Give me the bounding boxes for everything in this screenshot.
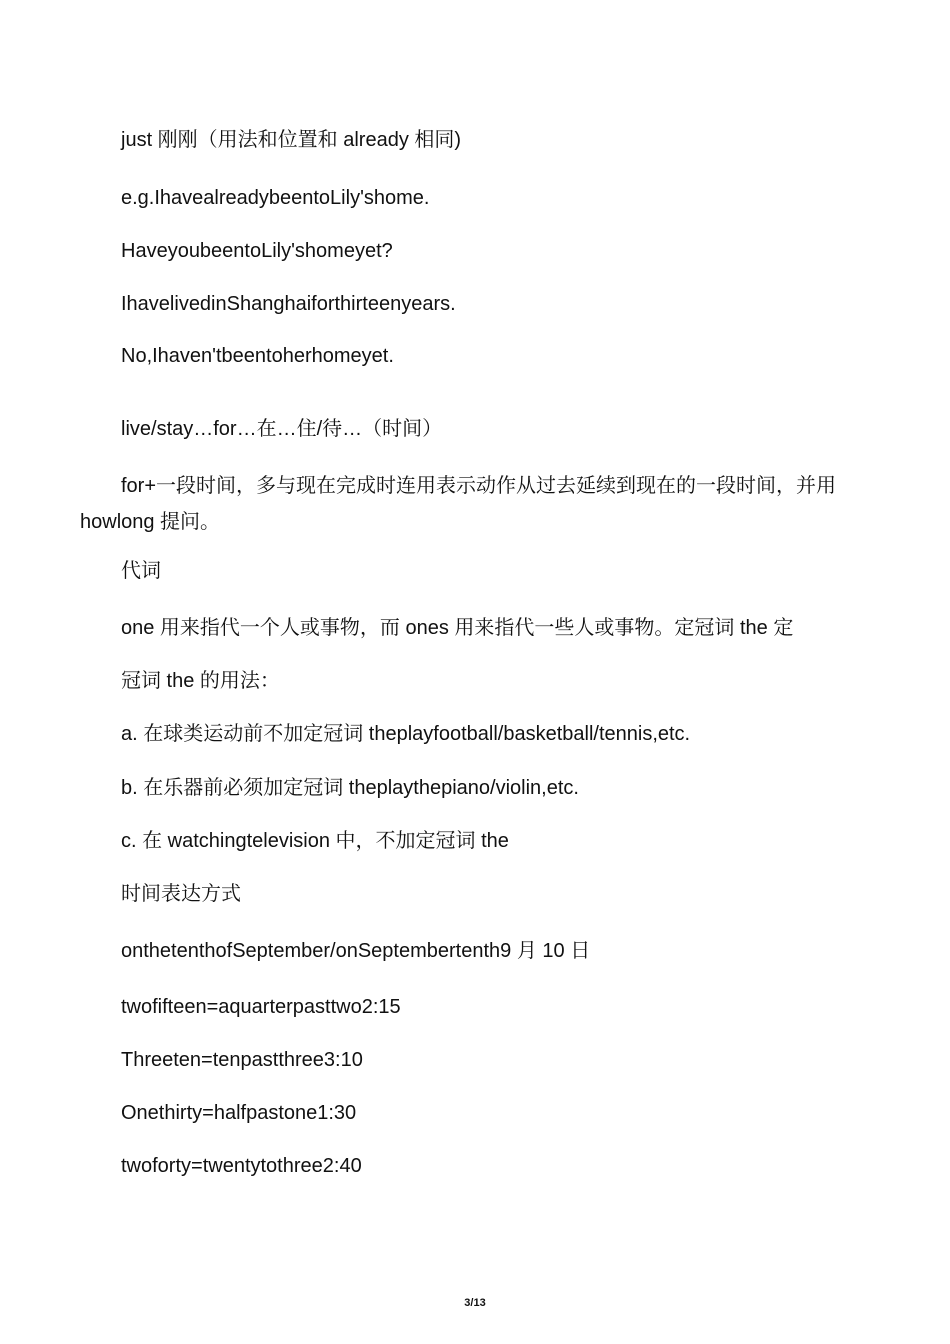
time-line-4: twoforty=twentytothree2:40 bbox=[121, 1155, 362, 1177]
time-line-1: twofifteen=aquarterpasttwo2:15 bbox=[121, 996, 401, 1018]
page-number: 3/13 bbox=[464, 1297, 486, 1309]
example-line-3: IhavelivedinShanghaiforthirteenyears. bbox=[121, 293, 456, 315]
list-item-c: c. 在 watchingtelevision 中，不加定冠词 the bbox=[121, 830, 509, 852]
time-line-2: Threeten=tenpastthree3:10 bbox=[121, 1049, 363, 1071]
example-line-1: e.g.IhavealreadybeentoLily'shome. bbox=[121, 187, 430, 209]
list-item-a: a. 在球类运动前不加定冠词 theplayfootball/basketball/tennis,etc. bbox=[121, 723, 691, 745]
time-line-3: Onethirty=halfpastone1:30 bbox=[121, 1102, 357, 1124]
text-line-just: just 刚刚（用法和位置和 already 相同) bbox=[121, 129, 462, 151]
list-item-b: b. 在乐器前必须加定冠词 theplaythepiano/violin,etc. bbox=[121, 777, 579, 799]
text-line-live-stay: live/stay…for…在…住/待…（时间） bbox=[121, 418, 443, 440]
section-heading-time: 时间表达方式 bbox=[121, 883, 241, 905]
text-line-article-usage: 冠词 the 的用法： bbox=[121, 670, 280, 692]
section-heading-pronouns: 代词 bbox=[121, 560, 161, 582]
time-line-date: onthetenthofSeptember/onSeptembertenth9 月 10 日 bbox=[121, 940, 591, 962]
text-line-one-ones: one 用来指代一个人或事物，而 ones 用来指代一些人或事物。定冠词 the 定 bbox=[121, 617, 794, 639]
paragraph-for-duration: for+一段时间，多与现在完成时连用表示动作从过去延续到现在的一段时间，并用 howlong 提问。 bbox=[80, 475, 837, 533]
example-line-2: HaveyoubeentoLily'shomeyet? bbox=[121, 240, 393, 262]
example-line-4: No,Ihaven'tbeentoherhomeyet. bbox=[121, 345, 394, 367]
